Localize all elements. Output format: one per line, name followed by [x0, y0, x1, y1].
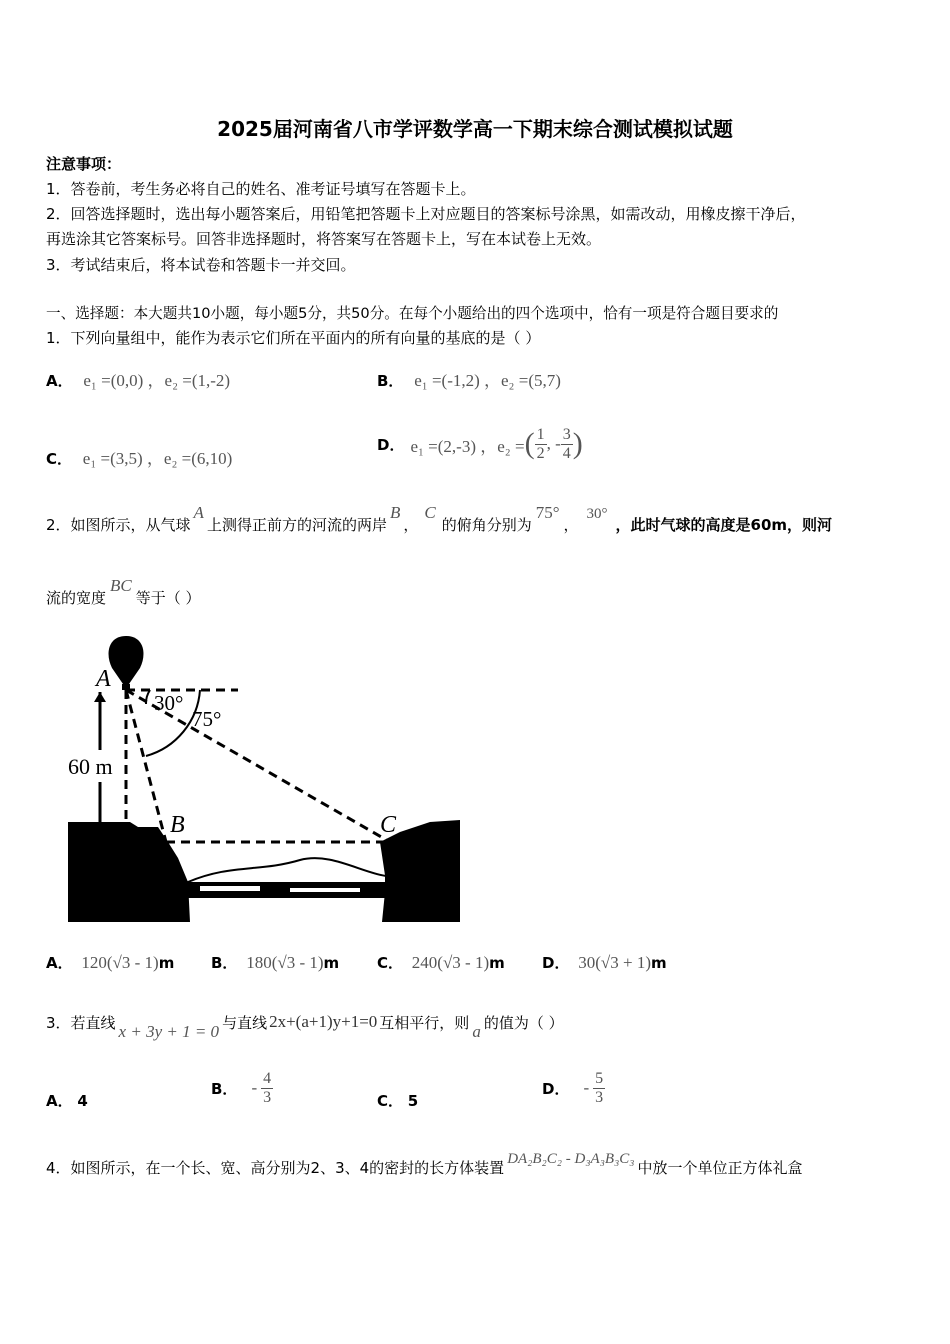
frac-num: 5 — [595, 1069, 604, 1087]
page-title: 2025届河南省八市学评数学高一下期末综合测试模拟试题 — [217, 117, 733, 141]
option-text: e₁ =(2,-3) ，e₂ = — [410, 436, 525, 456]
q2-text: 的俯角分别为 — [441, 516, 532, 534]
q2-stem-line2 — [46, 578, 201, 608]
q4-text: 4．如图所示，在一个长、宽、高分别为2、3、4的密封的长方体装置 — [46, 1159, 505, 1177]
q3-option-a[interactable] — [46, 1090, 88, 1111]
fig-label-c: C — [380, 812, 397, 838]
frac-den: 2 — [536, 444, 545, 462]
q3-option-b[interactable] — [211, 1064, 273, 1112]
option-label: C． — [377, 1092, 404, 1110]
q3-stem — [46, 1012, 564, 1042]
option-sign: - — [251, 1078, 258, 1097]
q2-text: 流的宽度 — [46, 589, 107, 607]
q3-option-c[interactable] — [377, 1090, 418, 1111]
q2-text: 等于（ ） — [135, 589, 201, 607]
notice-item: 再选涂其它答案标号。回答非选择题时，将答案写在答题卡上，写在本试卷上无效。 — [46, 230, 602, 248]
option-label: A． — [46, 1092, 73, 1110]
q2-option-b[interactable] — [211, 952, 339, 973]
q2-text: 2．如图所示，从气球 — [46, 516, 191, 534]
option-text: 5 — [407, 1092, 419, 1110]
q4-box-label: DA₂B₂C₂ - D₃A₃B₃C₃ — [507, 1151, 635, 1167]
notice-item: 2．回答选择题时，选出每小题答案后，用铅笔把答题卡上对应题目的答案标号涂黑，如需改动，用橡皮擦干净后， — [46, 205, 806, 223]
q3-option-d[interactable] — [542, 1064, 605, 1112]
option-text: e₁ =(0,0) ，e₂ =(1,-2) — [83, 371, 231, 390]
option-label: B． — [377, 372, 404, 390]
fig-label-75: 75° — [192, 707, 222, 731]
option-sign: - — [583, 1078, 590, 1097]
q3-var-a: a — [472, 1022, 481, 1041]
notice-item: 1．答卷前，考生务必将自己的姓名、准考证号填写在答题卡上。 — [46, 180, 476, 198]
q3-text: 3．若直线 — [46, 1014, 116, 1032]
option-label: D． — [542, 954, 570, 972]
frac-den: 3 — [263, 1088, 272, 1106]
option-text: e₁ =(3,5) ，e₂ =(6,10) — [82, 449, 233, 468]
frac-num: 1 — [536, 425, 545, 443]
q2-option-c[interactable] — [377, 952, 505, 973]
q3-text: 的值为（ ） — [483, 1014, 564, 1032]
q1-option-a[interactable] — [46, 366, 230, 391]
frac-num: 3 — [562, 425, 571, 443]
fig-label-a: A — [96, 666, 111, 692]
notice-item: 3．考试结束后，将本试卷和答题卡一并交回。 — [46, 256, 356, 274]
option-label: B． — [211, 1079, 238, 1098]
option-unit: m — [650, 954, 667, 972]
q4-text: 中放一个单位正方体礼盒 — [637, 1159, 803, 1177]
q1-option-c[interactable] — [46, 444, 232, 469]
option-label: C． — [46, 450, 73, 468]
q1-stem: 1．下列向量组中，能作为表示它们所在平面内的所有向量的基底的是（ ） — [46, 329, 541, 347]
q2-angle-30: 30° — [586, 506, 608, 522]
q1-option-d[interactable]: D． e₁ =(2,-3) ，e₂ = ( $\frac{1}{2}$ , - $\frac{3}{4}$ ) — [377, 425, 583, 462]
q2-point-c: C — [424, 503, 436, 522]
option-label: B． — [211, 954, 238, 972]
q2-text: ，此时气球的高度是60m，则河 — [615, 516, 833, 534]
fig-label-30: 30° — [154, 691, 184, 715]
option-text: 240(√3 - 1) — [411, 953, 490, 972]
fig-label-b: B — [170, 812, 185, 838]
option-unit: m — [323, 954, 340, 972]
q2-text: 上测得正前方的河流的两岸 — [206, 516, 387, 534]
option-label: A． — [46, 954, 73, 972]
fig-label-height: 60 m — [68, 754, 113, 779]
frac-num: 4 — [263, 1069, 272, 1087]
balloon-icon — [109, 636, 144, 684]
q3-text: 与直线 — [222, 1014, 268, 1032]
frac-den: 3 — [595, 1088, 604, 1106]
option-label: D． — [377, 435, 405, 454]
q1-option-b[interactable] — [377, 366, 561, 391]
option-label: D． — [542, 1079, 570, 1098]
q2-stem-line1 — [46, 505, 832, 535]
option-text: 120(√3 - 1) — [81, 953, 159, 972]
q2-option-d[interactable] — [542, 952, 667, 973]
notice-heading: 注意事项： — [46, 155, 122, 173]
q2-text: ， — [403, 516, 419, 534]
q2-angle-75: 75° — [535, 503, 560, 522]
option-unit: m — [158, 954, 175, 972]
option-label: C． — [377, 954, 404, 972]
q3-text: 互相平行，则 — [379, 1014, 470, 1032]
q4-stem — [46, 1148, 803, 1178]
option-text: 30(√3 + 1) — [578, 953, 651, 972]
option-text: 180(√3 - 1) — [246, 953, 324, 972]
option-text: e₁ =(-1,2) ，e₂ =(5,7) — [414, 371, 561, 390]
q2-point-b: B — [389, 503, 401, 522]
frac-den: 4 — [562, 444, 571, 462]
q3-line-2: 2x+(a+1)y+1=0 — [269, 1012, 378, 1031]
section-heading: 一、选择题：本大题共10小题，每小题5分，共50分。在每个小题给出的四个选项中，恰有一项是符合题目要求的 — [46, 305, 779, 322]
option-text: 4 — [77, 1092, 88, 1110]
q2-option-a[interactable] — [46, 952, 174, 973]
option-label: A． — [46, 372, 73, 390]
q2-text: ， — [563, 516, 579, 534]
q2-point-a: A — [193, 503, 204, 522]
option-unit: m — [489, 954, 505, 972]
balloon-river-figure — [60, 632, 470, 932]
q2-segment-bc: BC — [110, 576, 132, 595]
q3-line-1: x + 3y + 1 = 0 — [118, 1022, 220, 1041]
